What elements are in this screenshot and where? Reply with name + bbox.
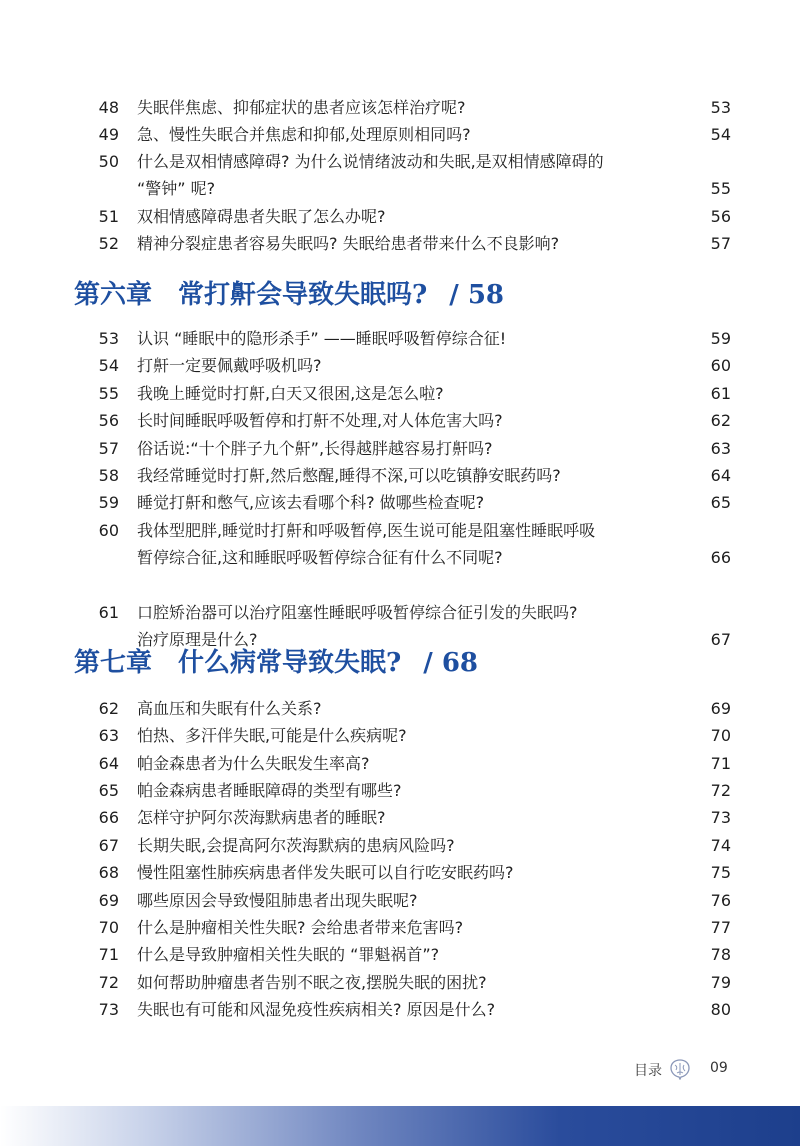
chapter-title: 什么病常导致失眠? xyxy=(178,648,402,678)
entry-title: 什么是肿瘤相关性失眠? 会给患者带来危害吗? xyxy=(137,918,464,937)
entry-number: 69 xyxy=(98,891,119,910)
page-number: 09 xyxy=(710,1060,728,1076)
toc-entry[interactable] xyxy=(95,462,731,489)
entry-page-number: 64 xyxy=(710,466,731,485)
entry-page-number: 70 xyxy=(710,726,731,745)
entry-number: 51 xyxy=(98,207,119,226)
entry-title: 认识 “睡眠中的隐形杀手” ——睡眠呼吸暂停综合征! xyxy=(137,329,507,348)
toc-entry[interactable] xyxy=(95,489,731,516)
footer-label: 目录 xyxy=(634,1063,662,1079)
entry-number: 54 xyxy=(98,356,119,375)
entry-page-number: 69 xyxy=(710,699,731,718)
entry-number: 63 xyxy=(98,726,119,745)
toc-entry[interactable] xyxy=(95,435,731,462)
toc-entry[interactable] xyxy=(95,996,731,1023)
toc-entry[interactable] xyxy=(95,148,731,202)
entry-number: 71 xyxy=(98,945,119,964)
entry-page-number: 76 xyxy=(710,891,731,910)
entry-page-number: 56 xyxy=(710,207,731,226)
entry-title: 帕金森患者为什么失眠发生率高? xyxy=(137,754,370,773)
entry-title: “警钟” 呢? xyxy=(137,179,216,198)
entry-page-number: 75 xyxy=(710,863,731,882)
toc-entry[interactable] xyxy=(95,94,731,121)
entry-number: 50 xyxy=(98,152,119,171)
entry-page-number: 71 xyxy=(710,754,731,773)
entry-number: 62 xyxy=(98,699,119,718)
entry-page-number: 55 xyxy=(710,179,731,198)
toc-entry[interactable] xyxy=(95,121,731,148)
toc-entry[interactable] xyxy=(95,203,731,230)
entry-title: 慢性阻塞性肺疾病患者伴发失眠可以自行吃安眠药吗? xyxy=(137,863,514,882)
toc-entry[interactable] xyxy=(95,750,731,777)
toc-entry[interactable] xyxy=(95,777,731,804)
entry-number: 72 xyxy=(98,973,119,992)
entry-number: 58 xyxy=(98,466,119,485)
toc-entry[interactable] xyxy=(95,914,731,941)
toc-entry[interactable] xyxy=(95,599,731,653)
entry-title: 我经常睡觉时打鼾,然后憋醒,睡得不深,可以吃镇静安眠药吗? xyxy=(137,466,561,485)
entry-page-number: 79 xyxy=(710,973,731,992)
entry-title: 如何帮助肿瘤患者告别不眠之夜,摆脱失眠的困扰? xyxy=(137,973,487,992)
entry-page-number: 72 xyxy=(710,781,731,800)
entry-title: 失眠伴焦虑、抑郁症状的患者应该怎样治疗呢? xyxy=(137,98,466,117)
entry-number: 59 xyxy=(98,493,119,512)
decorative-gradient-bar xyxy=(0,1106,800,1146)
toc-entry[interactable] xyxy=(95,859,731,886)
entry-number: 65 xyxy=(98,781,119,800)
entry-number: 60 xyxy=(98,521,119,540)
entry-number: 57 xyxy=(98,439,119,458)
entry-title: 双相情感障碍患者失眠了怎么办呢? xyxy=(137,207,386,226)
entry-title: 打鼾一定要佩戴呼吸机吗? xyxy=(137,356,322,375)
brain-icon xyxy=(668,1058,692,1080)
entry-page-number: 78 xyxy=(710,945,731,964)
toc-entry[interactable] xyxy=(95,407,731,434)
entry-number: 49 xyxy=(98,125,119,144)
entry-title: 我体型肥胖,睡觉时打鼾和呼吸暂停,医生说可能是阻塞性睡眠呼吸 xyxy=(137,521,596,540)
entry-number: 68 xyxy=(98,863,119,882)
entry-title: 怎样守护阿尔茨海默病患者的睡眠? xyxy=(137,808,386,827)
entry-page-number: 61 xyxy=(710,384,731,403)
toc-entry[interactable] xyxy=(95,230,731,257)
entry-page-number: 62 xyxy=(710,411,731,430)
entry-number: 67 xyxy=(98,836,119,855)
entry-number: 56 xyxy=(98,411,119,430)
entry-title: 高血压和失眠有什么关系? xyxy=(137,699,322,718)
entry-page-number: 80 xyxy=(710,1000,731,1019)
entry-title: 帕金森病患者睡眠障碍的类型有哪些? xyxy=(137,781,402,800)
toc-entry[interactable] xyxy=(95,969,731,996)
entry-page-number: 63 xyxy=(710,439,731,458)
toc-entry[interactable] xyxy=(95,832,731,859)
toc-entry[interactable] xyxy=(95,380,731,407)
entry-page-number: 59 xyxy=(710,329,731,348)
entry-page-number: 74 xyxy=(710,836,731,855)
entry-number: 48 xyxy=(98,98,119,117)
toc-entry[interactable] xyxy=(95,887,731,914)
chapter-label: 第七章 xyxy=(74,648,153,678)
entry-title: 精神分裂症患者容易失眠吗? 失眠给患者带来什么不良影响? xyxy=(137,234,560,253)
toc-entry[interactable] xyxy=(95,517,731,571)
entry-number: 73 xyxy=(98,1000,119,1019)
entry-title: 长时间睡眠呼吸暂停和打鼾不处理,对人体危害大吗? xyxy=(137,411,503,430)
toc-entry[interactable] xyxy=(95,695,731,722)
entry-title: 哪些原因会导致慢阻肺患者出现失眠呢? xyxy=(137,891,418,910)
entry-page-number: 54 xyxy=(710,125,731,144)
entry-title: 急、慢性失眠合并焦虑和抑郁,处理原则相同吗? xyxy=(137,125,471,144)
entry-title: 口腔矫治器可以治疗阻塞性睡眠呼吸暂停综合征引发的失眠吗? xyxy=(137,603,578,622)
entry-page-number: 77 xyxy=(710,918,731,937)
entry-page-number: 73 xyxy=(710,808,731,827)
entry-title: 什么是双相情感障碍? 为什么说情绪波动和失眠,是双相情感障碍的 xyxy=(137,152,604,171)
entry-number: 70 xyxy=(98,918,119,937)
chapter-heading xyxy=(74,274,504,314)
toc-entry[interactable] xyxy=(95,804,731,831)
entry-number: 55 xyxy=(98,384,119,403)
entry-page-number: 67 xyxy=(710,630,731,649)
entry-title: 长期失眠,会提高阿尔茨海默病的患病风险吗? xyxy=(137,836,455,855)
entry-title: 怕热、多汗伴失眠,可能是什么疾病呢? xyxy=(137,726,407,745)
entry-page-number: 65 xyxy=(710,493,731,512)
entry-page-number: 57 xyxy=(710,234,731,253)
chapter-page: / 58 xyxy=(449,280,504,310)
entry-title: 我晚上睡觉时打鼾,白天又很困,这是怎么啦? xyxy=(137,384,444,403)
entry-title: 俗话说:“十个胖子九个鼾”,长得越胖越容易打鼾吗? xyxy=(137,439,493,458)
toc-entry[interactable] xyxy=(95,352,731,379)
toc-entry[interactable] xyxy=(95,325,731,352)
entry-page-number: 60 xyxy=(710,356,731,375)
toc-entry[interactable] xyxy=(95,722,731,749)
entry-number: 66 xyxy=(98,808,119,827)
entry-title: 什么是导致肿瘤相关性失眠的 “罪魁祸首”? xyxy=(137,945,440,964)
chapter-title: 常打鼾会导致失眠吗? xyxy=(178,280,428,310)
toc-entry[interactable] xyxy=(95,941,731,968)
entry-number: 61 xyxy=(98,603,119,622)
entry-title: 失眠也有可能和风湿免疫性疾病相关? 原因是什么? xyxy=(137,1000,496,1019)
entry-page-number: 53 xyxy=(710,98,731,117)
entry-number: 53 xyxy=(98,329,119,348)
entry-number: 52 xyxy=(98,234,119,253)
chapter-page: / 68 xyxy=(423,648,478,678)
chapter-label: 第六章 xyxy=(74,280,153,310)
entry-title: 治疗原理是什么? xyxy=(137,630,258,649)
entry-page-number: 66 xyxy=(710,548,731,567)
entry-title: 睡觉打鼾和憋气,应该去看哪个科? 做哪些检查呢? xyxy=(137,493,485,512)
entry-number: 64 xyxy=(98,754,119,773)
entry-title: 暂停综合征,这和睡眠呼吸暂停综合征有什么不同呢? xyxy=(137,548,503,567)
